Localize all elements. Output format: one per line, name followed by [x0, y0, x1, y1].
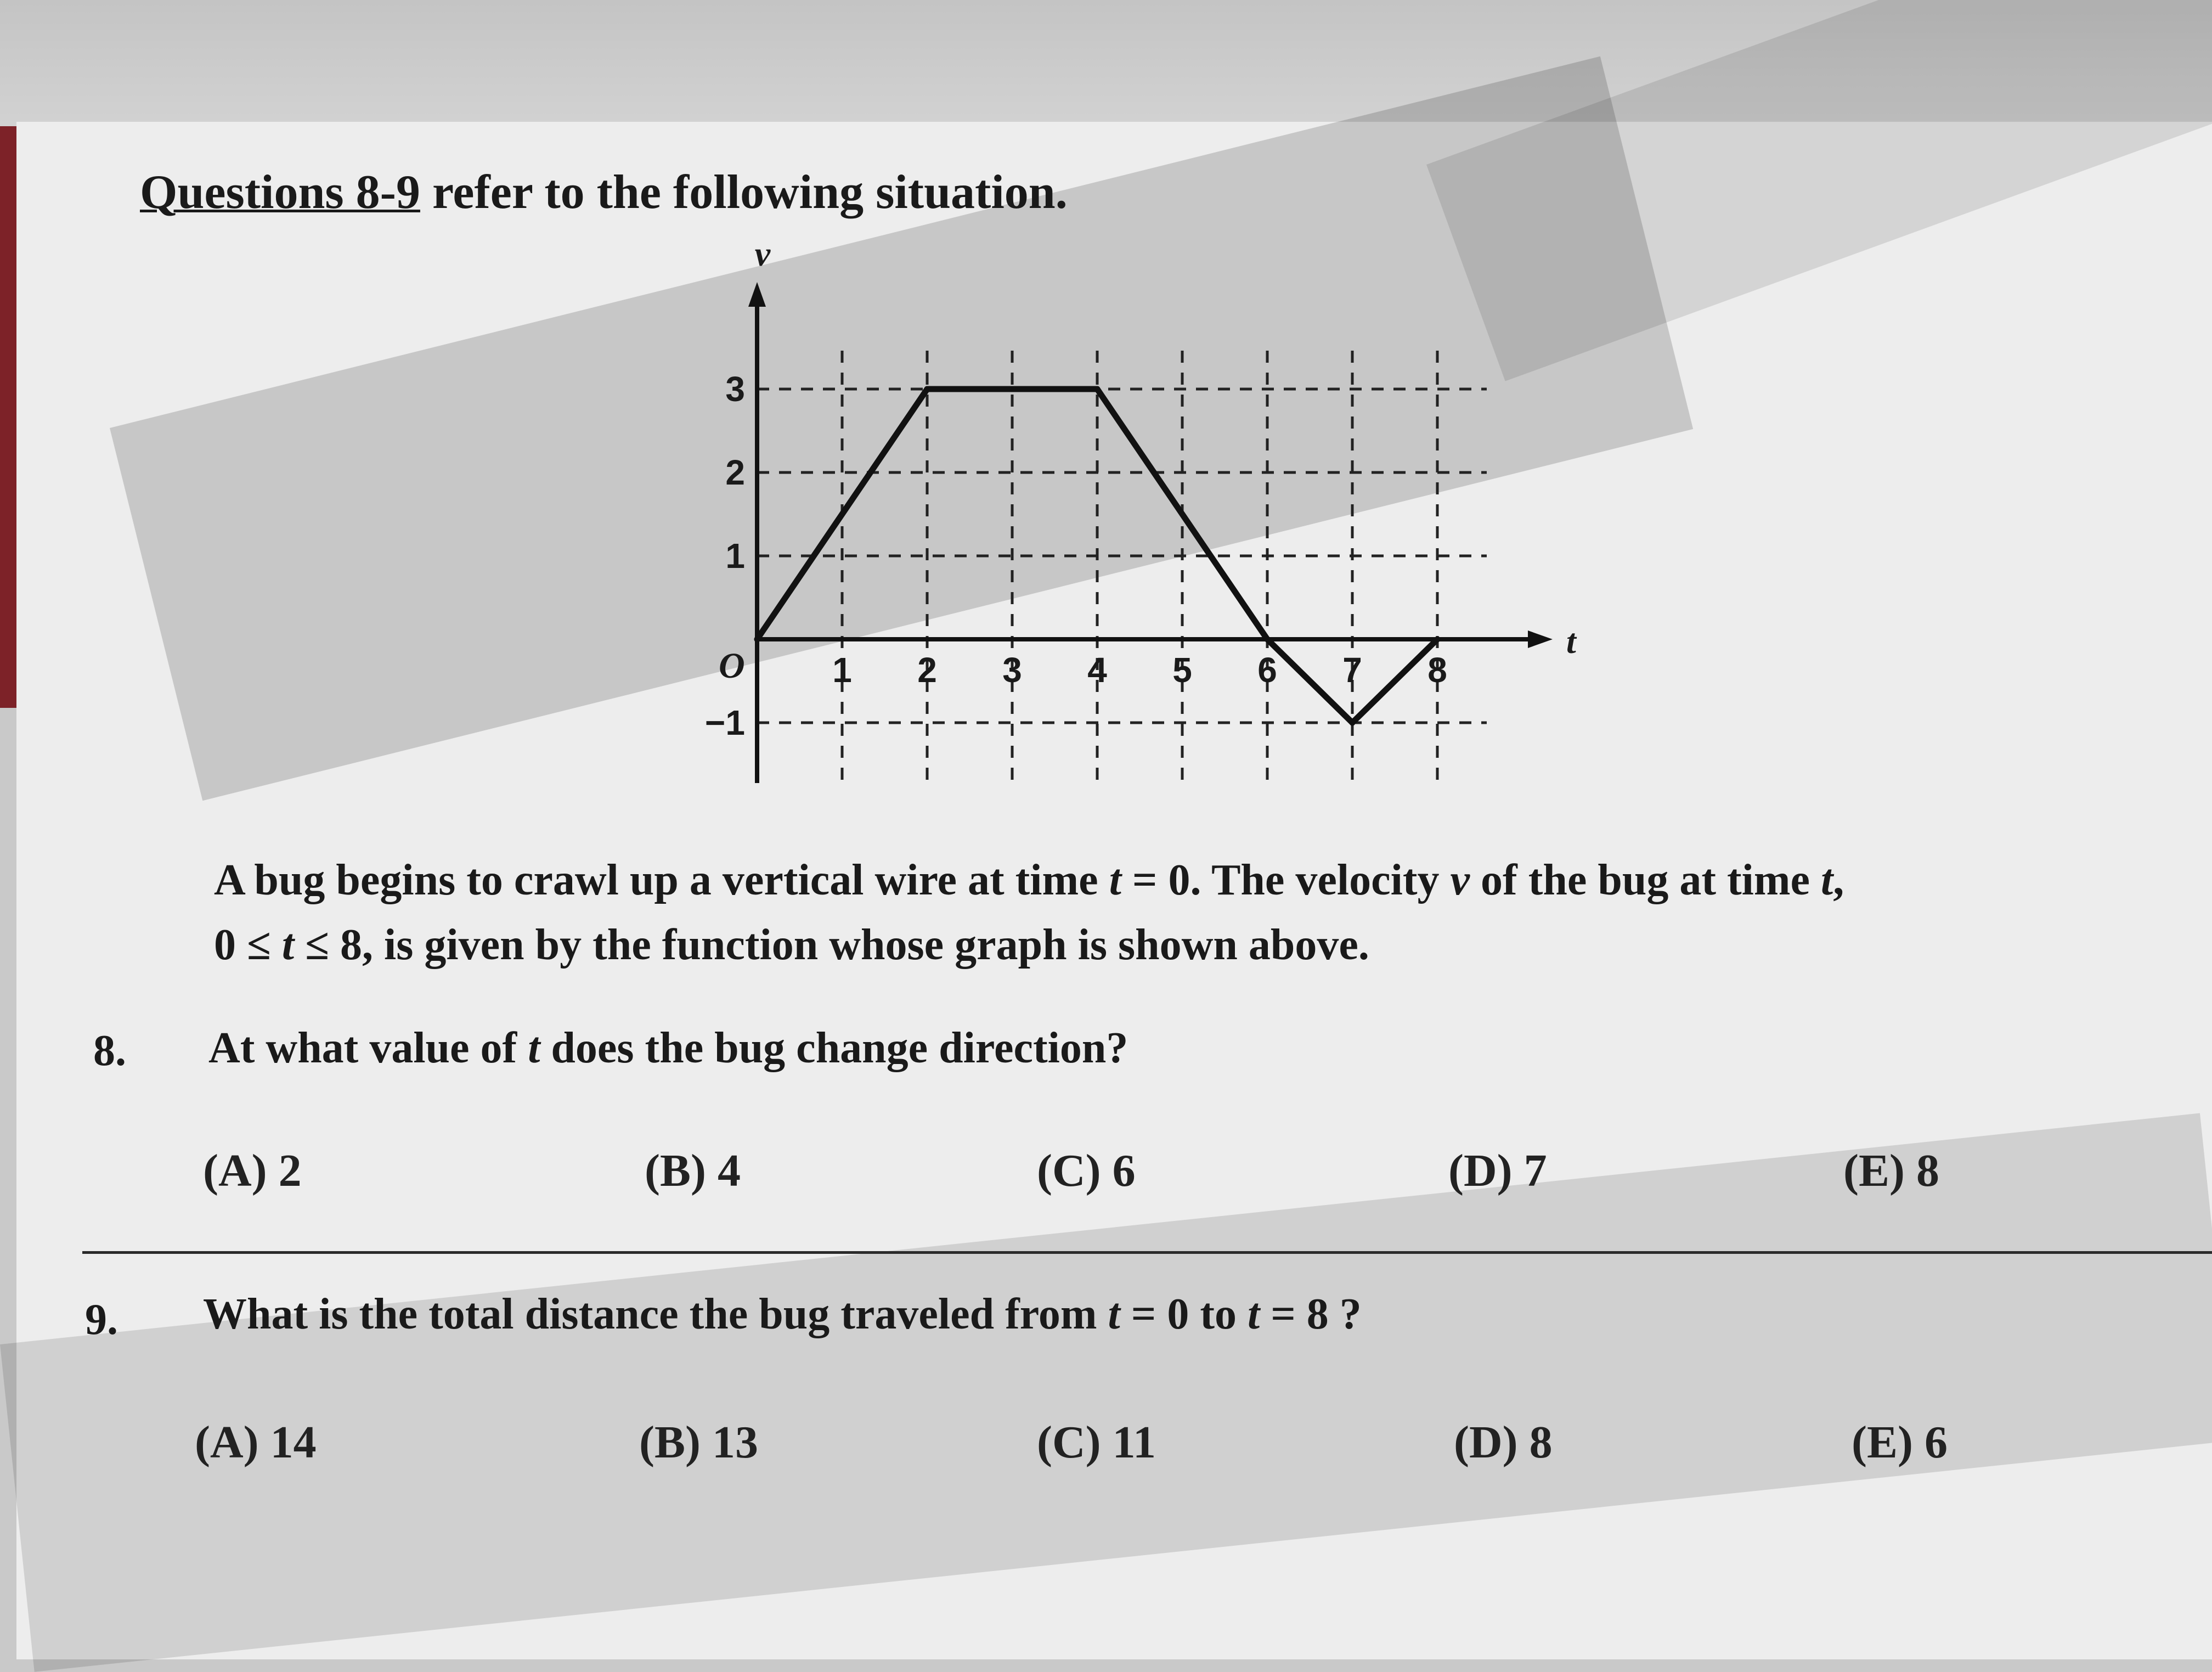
- intro-text: 0 ≤: [214, 921, 282, 969]
- background-surface: [0, 0, 2212, 126]
- intro-line-1: [214, 848, 1844, 913]
- q8-choice-e[interactable]: (E) 8: [1843, 1145, 1939, 1196]
- origin-label: O: [719, 646, 745, 686]
- intro-line-2: [214, 913, 1844, 977]
- intro-var: t: [281, 921, 295, 969]
- x-tick-label: 5: [1172, 650, 1192, 690]
- q9-text: = 8 ?: [1260, 1290, 1362, 1338]
- velocity-segment: [1352, 639, 1437, 723]
- intro-var: v: [1450, 856, 1470, 904]
- y-axis-label: v: [754, 234, 771, 273]
- intro-var: t: [1109, 856, 1121, 904]
- section-heading: [140, 165, 1068, 220]
- q8-choice-a[interactable]: (A) 2: [203, 1145, 302, 1196]
- q8-choice-d[interactable]: (D) 7: [1448, 1145, 1547, 1196]
- y-tick-label: 1: [725, 536, 745, 576]
- x-tick-label: 2: [917, 650, 937, 690]
- x-tick-label: 6: [1257, 650, 1277, 690]
- q9-choice-b[interactable]: (B) 13: [639, 1417, 758, 1468]
- q8-choice-b[interactable]: (B) 4: [645, 1145, 741, 1196]
- problem-intro: [214, 848, 1844, 977]
- heading-text: refer to the following situation.: [420, 166, 1068, 219]
- intro-text: = 0. The velocity: [1121, 856, 1451, 904]
- y-axis-arrow: [748, 282, 766, 307]
- intro-var: t: [1820, 856, 1833, 904]
- question-9-text: [203, 1290, 1362, 1339]
- velocity-segment: [1267, 639, 1352, 723]
- red-folder-edge: [0, 126, 16, 708]
- question-8-number: 8.: [93, 1027, 126, 1075]
- y-tick-label: 2: [725, 453, 745, 492]
- x-tick-label: 7: [1342, 650, 1362, 690]
- intro-text: ,: [1833, 856, 1844, 904]
- q9-choice-c[interactable]: (C) 11: [1037, 1417, 1156, 1468]
- intro-text: of the bug at time: [1470, 856, 1821, 904]
- q9-text: = 0 to: [1120, 1290, 1248, 1338]
- x-axis-label: t: [1566, 622, 1576, 661]
- x-tick-label: 4: [1087, 650, 1107, 690]
- q8-choice-c[interactable]: (C) 6: [1037, 1145, 1136, 1196]
- q9-text: What is the total distance the bug traveled from: [203, 1290, 1108, 1338]
- q9-choice-d[interactable]: (D) 8: [1454, 1417, 1553, 1468]
- x-tick-label: 8: [1427, 650, 1447, 690]
- heading-question-range: Questions 8-9: [140, 166, 420, 219]
- q9-var: t: [1247, 1290, 1260, 1338]
- x-tick-label: 3: [1002, 650, 1022, 690]
- q9-choice-a[interactable]: (A) 14: [195, 1417, 317, 1468]
- q8-var: t: [528, 1024, 540, 1072]
- y-tick-label: −1: [705, 703, 745, 742]
- q8-text: does the bug change direction?: [540, 1024, 1128, 1072]
- x-tick-label: 1: [832, 650, 852, 690]
- q9-var: t: [1108, 1290, 1120, 1338]
- intro-text: A bug begins to crawl up a vertical wire at time: [214, 856, 1109, 904]
- intro-text: ≤ 8, is given by the function whose graph is shown above.: [294, 921, 1369, 969]
- velocity-graph: [631, 230, 1576, 779]
- q8-text: At what value of: [208, 1024, 528, 1072]
- question-9-number: 9.: [85, 1296, 118, 1344]
- y-tick-label: 3: [725, 369, 745, 409]
- question-divider: [82, 1251, 2212, 1254]
- question-8-text: [208, 1023, 1128, 1073]
- q9-choice-e[interactable]: (E) 6: [1852, 1417, 1948, 1468]
